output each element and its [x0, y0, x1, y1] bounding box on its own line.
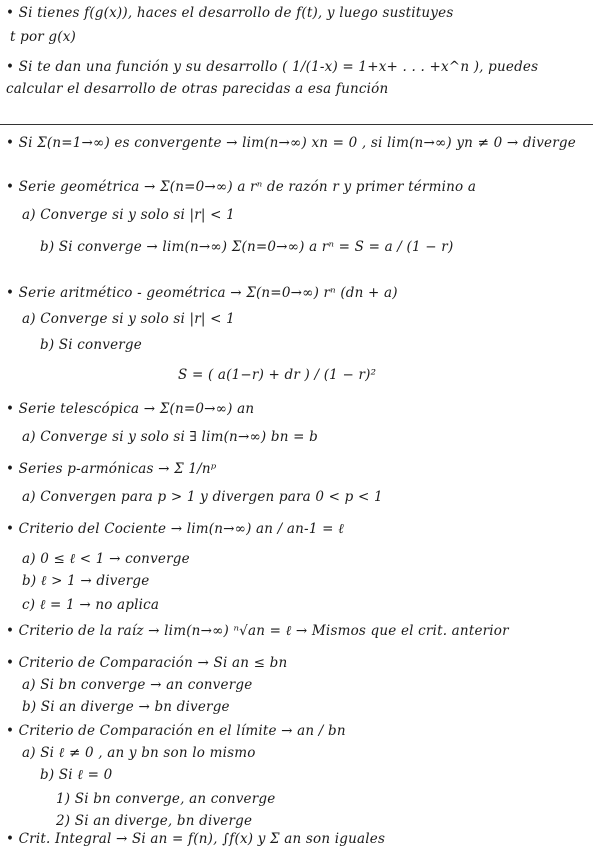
- series-line-17: • Criterio de la raíz → lim(n→∞) ⁿ√an = ℓ → Mismos que el crit. anterior: [6, 623, 509, 639]
- series-line-5: • Serie aritmético - geométrica → Σ(n=0→∞) rⁿ (dn + a): [6, 285, 398, 301]
- series-line-13: • Criterio del Cociente → lim(n→∞) an / an-1 = ℓ: [6, 521, 344, 537]
- series-line-8: S = ( a(1−r) + dr ) / (1 − r)²: [178, 367, 377, 383]
- series-line-19: a) Si bn converge → an converge: [22, 677, 253, 693]
- series-line-21: • Criterio de Comparación en el límite → an / bn: [6, 723, 346, 739]
- series-line-4: b) Si converge → lim(n→∞) Σ(n=0→∞) a rⁿ = S = a / (1 − r): [40, 239, 454, 255]
- series-line-6: a) Converge si y solo si |r| < 1: [22, 311, 235, 327]
- intro-line-3: • Si te dan una función y su desarrollo ( 1/(1-x) = 1+x+ . . . +x^n ), puedes: [6, 59, 539, 75]
- series-line-16: c) ℓ = 1 → no aplica: [22, 597, 160, 613]
- intro-line-1: • Si tienes f(g(x)), haces el desarrollo de f(t), y luego sustituyes: [6, 5, 454, 21]
- series-line-20: b) Si an diverge → bn diverge: [22, 699, 230, 715]
- series-line-25: 2) Si an diverge, bn diverge: [56, 813, 253, 829]
- series-line-24: 1) Si bn converge, an converge: [56, 791, 276, 807]
- series-line-9: • Serie telescópica → Σ(n=0→∞) an: [6, 401, 255, 417]
- series-line-11: • Series p-armónicas → Σ 1/nᵖ: [6, 461, 217, 477]
- series-line-7: b) Si converge: [40, 337, 142, 353]
- series-line-1: • Si Σ(n=1→∞) es convergente → lim(n→∞) xn = 0 , si lim(n→∞) yn ≠ 0 → diverge: [6, 135, 576, 151]
- series-line-15: b) ℓ > 1 → diverge: [22, 573, 150, 589]
- series-line-2: • Serie geométrica → Σ(n=0→∞) a rⁿ de razón r y primer término a: [6, 179, 477, 195]
- series-line-26: • Crit. Integral → Si an = f(n), ∫f(x) y Σ an son iguales: [6, 831, 386, 847]
- series-line-14: a) 0 ≤ ℓ < 1 → converge: [22, 551, 190, 567]
- series-line-23: b) Si ℓ = 0: [40, 767, 113, 783]
- series-line-12: a) Convergen para p > 1 y divergen para 0 < p < 1: [22, 489, 383, 505]
- intro-line-2: t por g(x): [10, 29, 77, 45]
- intro-line-4: calcular el desarrollo de otras parecidas a esa función: [6, 81, 389, 97]
- series-line-10: a) Converge si y solo si ∃ lim(n→∞) bn = b: [22, 429, 318, 445]
- series-line-3: a) Converge si y solo si |r| < 1: [22, 207, 235, 223]
- series-line-18: • Criterio de Comparación → Si an ≤ bn: [6, 655, 288, 671]
- series-line-22: a) Si ℓ ≠ 0 , an y bn son lo mismo: [22, 745, 256, 761]
- section-divider: [0, 124, 593, 125]
